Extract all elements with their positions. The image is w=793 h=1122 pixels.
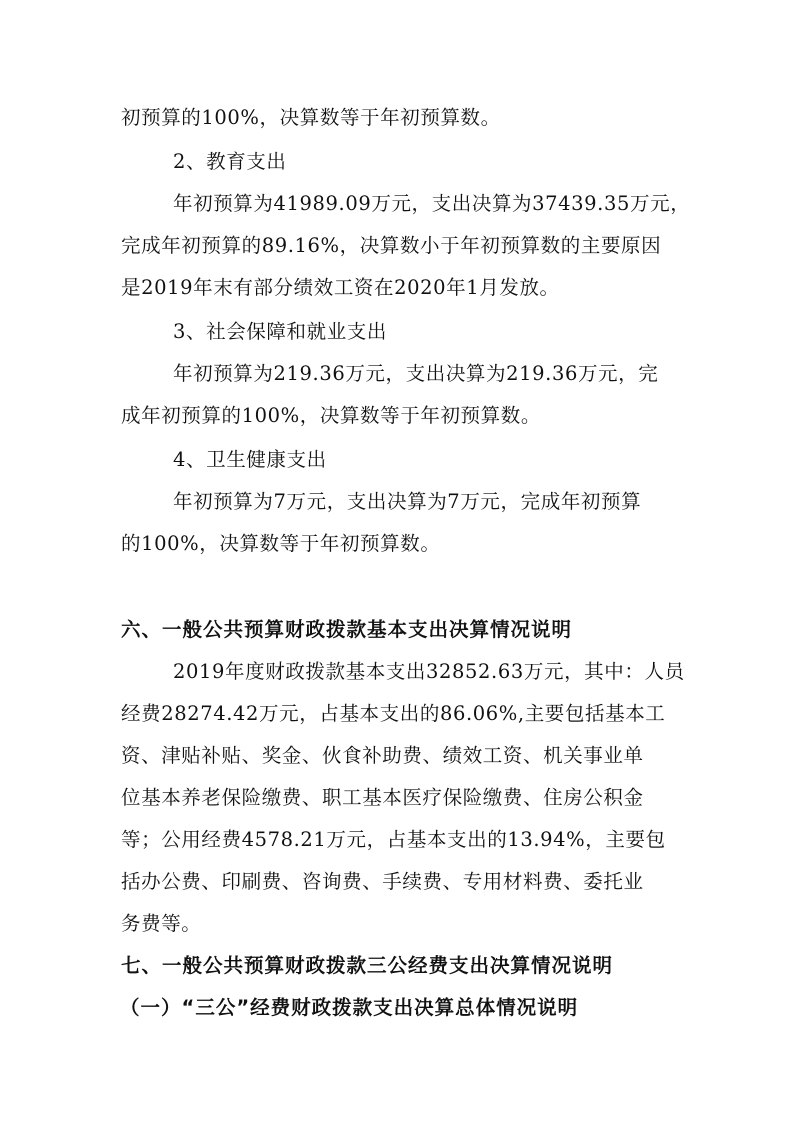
subsection-title-education: 2、教育支出 — [173, 150, 287, 173]
paragraph-line: 完成年初预算的89.16%，决算数小于年初预算数的主要原因 — [121, 234, 662, 257]
paragraph-line: 的100%，决算数等于年初预算数。 — [121, 532, 441, 555]
paragraph-line: 2019年度财政拨款基本支出32852.63万元，其中：人员 — [173, 660, 685, 683]
subsection-title-social-security: 3、社会保障和就业支出 — [173, 320, 388, 343]
paragraph-line: 年初预算为219.36万元，支出决算为219.36万元，完 — [173, 362, 659, 385]
paragraph-line: 资、津贴补贴、奖金、伙食补助费、绩效工资、机关事业单 — [121, 744, 644, 767]
paragraph-line: 经费28274.42万元，占基本支出的86.06%,主要包括基本工 — [121, 702, 666, 725]
paragraph-line: 是2019年末有部分绩效工资在2020年1月发放。 — [121, 276, 560, 299]
section-heading-six: 六、一般公共预算财政拨款基本支出决算情况说明 — [121, 618, 573, 641]
section-heading-seven: 七、一般公共预算财政拨款三公经费支出决算情况说明 — [121, 954, 614, 977]
paragraph-line: 等；公用经费4578.21万元，占基本支出的13.94%，主要包 — [121, 828, 666, 851]
paragraph-line: 年初预算为41989.09万元，支出决算为37439.35万元， — [173, 192, 691, 215]
subsection-heading-three-public: （一）“三公”经费财政拨款支出决算总体情况说明 — [120, 996, 579, 1019]
paragraph-line: 务费等。 — [121, 912, 202, 935]
subsection-title-health: 4、卫生健康支出 — [173, 448, 327, 471]
paragraph-line: 位基本养老保险缴费、职工基本医疗保险缴费、住房公积金 — [121, 786, 644, 809]
paragraph-line: 成年初预算的100%，决算数等于年初预算数。 — [121, 404, 541, 427]
paragraph-line: 初预算的100%，决算数等于年初预算数。 — [121, 106, 501, 129]
paragraph-line: 括办公费、印刷费、咨询费、手续费、专用材料费、委托业 — [121, 870, 644, 893]
paragraph-line: 年初预算为7万元，支出决算为7万元，完成年初预算 — [173, 490, 642, 513]
